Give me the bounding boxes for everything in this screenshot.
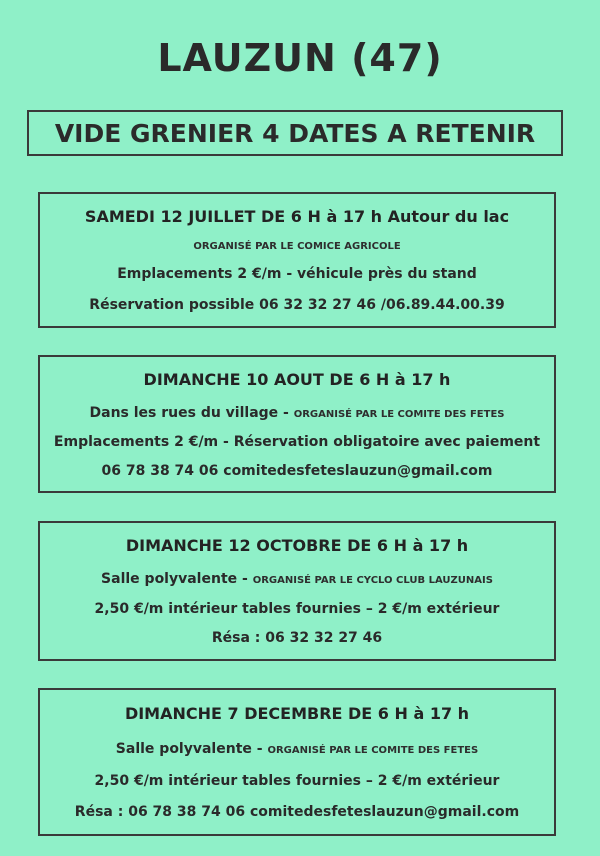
event-organizer: ORGANISÉ PAR LE CYCLO CLUB LAUZUNAIS bbox=[252, 575, 493, 587]
event-box-august bbox=[38, 355, 556, 493]
subtitle-text: VIDE GRENIER 4 DATES A RETENIR bbox=[54, 118, 536, 148]
event-location: Salle polyvalente - bbox=[115, 741, 268, 758]
event-details: Emplacements 2 €/m - véhicule près du stand bbox=[117, 266, 477, 283]
event-heading: SAMEDI 12 JUILLET DE 6 H à 17 h Autour du lac bbox=[84, 207, 510, 227]
event-details: 2,50 €/m intérieur tables fournies – 2 €/m extérieur bbox=[94, 600, 500, 617]
event-details: 2,50 €/m intérieur tables fournies – 2 €/m extérieur bbox=[94, 772, 500, 789]
event-box-july bbox=[38, 192, 556, 328]
page-title: LAUZUN (47) bbox=[157, 36, 443, 80]
subtitle-box bbox=[27, 110, 563, 156]
event-heading: DIMANCHE 10 AOUT DE 6 H à 17 h bbox=[143, 369, 451, 389]
event-box-december bbox=[38, 688, 556, 836]
event-details: Emplacements 2 €/m - Réservation obligatoire avec paiement bbox=[53, 433, 541, 450]
event-box-october bbox=[38, 521, 556, 661]
event-location: Dans les rues du village - bbox=[89, 404, 294, 421]
event-contact: Réservation possible 06 32 32 27 46 /06.89.44.00.39 bbox=[89, 296, 505, 313]
event-heading: DIMANCHE 7 DECEMBRE DE 6 H à 17 h bbox=[124, 703, 470, 723]
event-organizer: ORGANISÉ PAR LE COMITE DES FETES bbox=[293, 408, 505, 420]
event-organizer: ORGANISÉ PAR LE COMICE AGRICOLE bbox=[193, 240, 401, 252]
event-contact: 06 78 38 74 06 comitedesfeteslauzun@gmail.com bbox=[101, 462, 493, 479]
event-heading: DIMANCHE 12 OCTOBRE DE 6 H à 17 h bbox=[125, 535, 469, 555]
event-location-line bbox=[90, 402, 505, 421]
event-contact: Résa : 06 32 32 27 46 bbox=[211, 630, 383, 647]
event-contact: Résa : 06 78 38 74 06 comitedesfeteslauzun@gmail.com bbox=[74, 804, 520, 821]
event-location-line bbox=[116, 738, 478, 757]
event-location: Salle polyvalente - bbox=[101, 571, 253, 588]
event-organizer: ORGANISÉ PAR LE COMITE DES FETES bbox=[267, 745, 479, 757]
event-location-line bbox=[101, 568, 493, 587]
